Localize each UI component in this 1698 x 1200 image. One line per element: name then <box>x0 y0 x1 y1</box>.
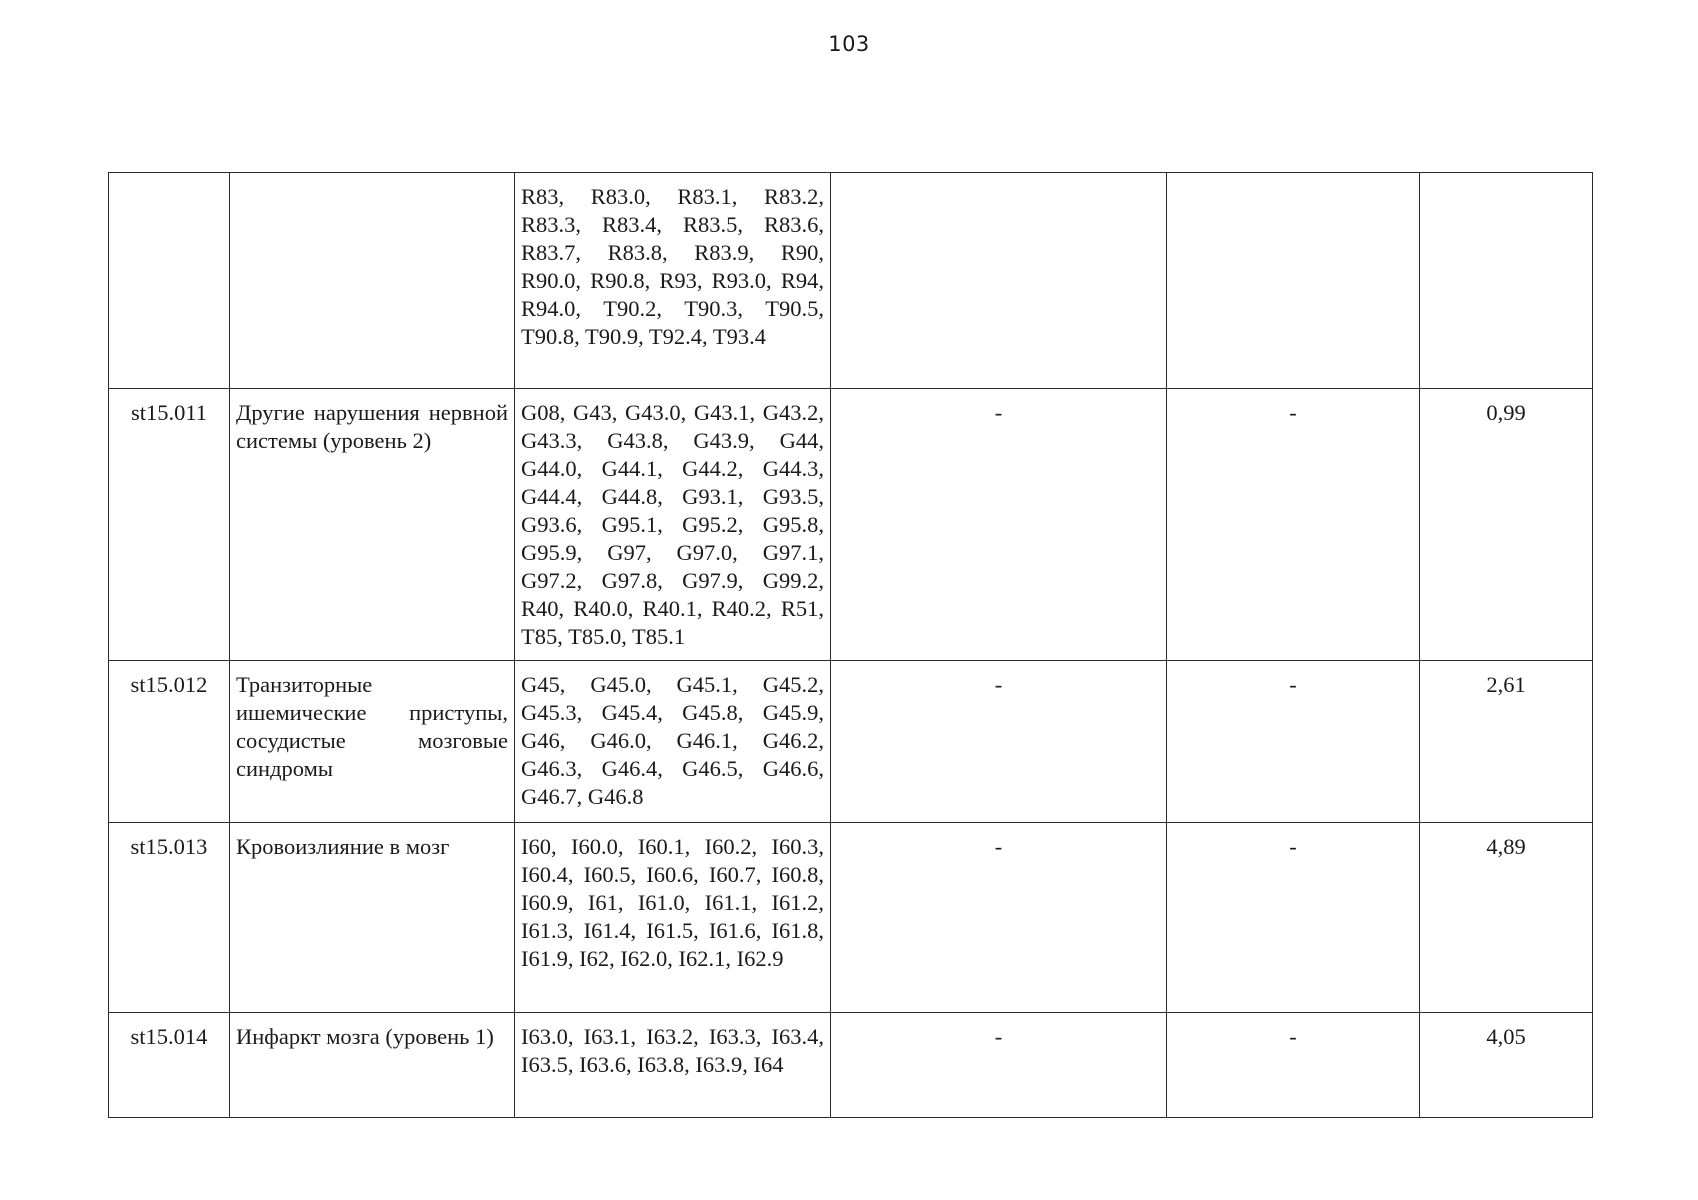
column-4-cell: - <box>831 661 1167 823</box>
icd-codes-cell: I60, I60.0, I60.1, I60.2, I60.3, I60.4, I60.5, I60.6, I60.7, I60.8, I60.9, I61, I61.0, I61.1, I61.2, I61.3, I61.4, I61.5, I61.6, I61.8, I61.9, I62, I62.0, I62.1, I62.9 <box>515 823 831 1013</box>
icd-codes-cell: I63.0, I63.1, I63.2, I63.3, I63.4, I63.5, I63.6, I63.8, I63.9, I64 <box>515 1013 831 1118</box>
name-cell: Транзиторные ишемические приступы, сосудистые мозговые синдромы <box>230 661 515 823</box>
icd-codes-cell: G08, G43, G43.0, G43.1, G43.2, G43.3, G43.8, G43.9, G44, G44.0, G44.1, G44.2, G44.3, G44.4, G44.8, G93.1, G93.5, G93.6, G95.1, G95.2, G95.8, G95.9, G97, G97.0, G97.1, G97.2, G97.8, G97.9, G99.2, R40, R40.0, R40.1, R40.2, R51, T85, T85.0, T85.1 <box>515 389 831 661</box>
ksg-table <box>108 172 1593 1118</box>
coefficient-cell: 0,99 <box>1420 389 1593 661</box>
table-row <box>109 389 1593 661</box>
column-4-cell: - <box>831 823 1167 1013</box>
column-5-cell: - <box>1167 823 1420 1013</box>
table-row <box>109 823 1593 1013</box>
column-5-cell: - <box>1167 661 1420 823</box>
column-5-cell <box>1167 173 1420 389</box>
page-number: 103 <box>828 32 870 56</box>
coefficient-cell: 4,89 <box>1420 823 1593 1013</box>
name-cell: Инфаркт мозга (уровень 1) <box>230 1013 515 1118</box>
icd-codes-cell: G45, G45.0, G45.1, G45.2, G45.3, G45.4, G45.8, G45.9, G46, G46.0, G46.1, G46.2, G46.3, G46.4, G46.5, G46.6, G46.7, G46.8 <box>515 661 831 823</box>
name-cell <box>230 173 515 389</box>
column-4-cell <box>831 173 1167 389</box>
table-row <box>109 173 1593 389</box>
code-cell: st15.012 <box>109 661 230 823</box>
table-row <box>109 661 1593 823</box>
coefficient-cell: 4,05 <box>1420 1013 1593 1118</box>
code-cell <box>109 173 230 389</box>
name-cell: Кровоизлияние в мозг <box>230 823 515 1013</box>
column-4-cell: - <box>831 389 1167 661</box>
coefficient-cell: 2,61 <box>1420 661 1593 823</box>
icd-codes-cell: R83, R83.0, R83.1, R83.2, R83.3, R83.4, R83.5, R83.6, R83.7, R83.8, R83.9, R90, R90.0, R90.8, R93, R93.0, R94, R94.0, T90.2, T90.3, T90.5, T90.8, T90.9, T92.4, T93.4 <box>515 173 831 389</box>
column-4-cell: - <box>831 1013 1167 1118</box>
table-row <box>109 1013 1593 1118</box>
column-5-cell: - <box>1167 389 1420 661</box>
column-5-cell: - <box>1167 1013 1420 1118</box>
coefficient-cell <box>1420 173 1593 389</box>
code-cell: st15.013 <box>109 823 230 1013</box>
code-cell: st15.011 <box>109 389 230 661</box>
code-cell: st15.014 <box>109 1013 230 1118</box>
name-cell: Другие нарушения нервной системы (уровень 2) <box>230 389 515 661</box>
